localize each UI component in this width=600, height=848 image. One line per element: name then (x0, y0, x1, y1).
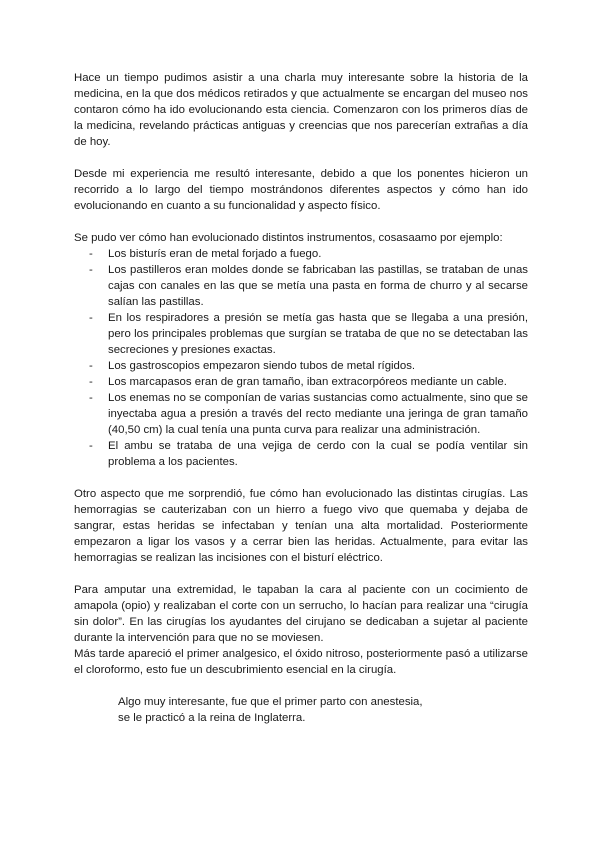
list-item (74, 374, 528, 390)
bullet-dash: - (89, 264, 93, 276)
list-item (74, 438, 528, 470)
closing-line-1: Algo muy interesante, fue que el primer parto con anestesia, (118, 696, 423, 708)
bullet-dash: - (89, 376, 93, 388)
paragraph-gap (74, 566, 528, 582)
paragraph-gap (74, 214, 528, 230)
instruments-list (74, 246, 528, 470)
bullet-dash: - (89, 440, 93, 452)
list-item (74, 262, 528, 310)
bullet-dash: - (89, 248, 93, 260)
list-item-text: En los respiradores a presión se metía gas hasta que se llegaba a una presión, pero los principales problemas que surgían se trataba de que no se detectaban las secreciones y presiones exactas. (108, 312, 528, 356)
experience-paragraph: Desde mi experiencia me resultó interesante, debido a que los ponentes hicieron un recorrido a lo largo del tiempo mostrándonos diferentes aspectos y cómo han ido evolucionando en cuanto a su funcionalidad y aspecto físico. (74, 168, 528, 212)
list-item (74, 358, 528, 374)
list-item-text: Los bisturís eran de metal forjado a fuego. (108, 248, 322, 260)
instruments-intro-paragraph: Se pudo ver cómo han evolucionado distintos instrumentos, cosasaamo por ejemplo: (74, 232, 503, 244)
bullet-dash: - (89, 392, 93, 404)
list-item-text: Los gastroscopios empezaron siendo tubos de metal rígidos. (108, 360, 416, 372)
bullet-dash: - (89, 360, 93, 372)
bullet-dash: - (89, 312, 93, 324)
list-item-text: Los enemas no se componían de varias sustancias como actualmente, sino que se inyectaba agua a presión a través del recto mediante una jeringa de gran tamaño (40,50 cm) la cual tenía una punta curva para realizar una administración. (108, 392, 528, 436)
closing-line-2: se le practicó a la reina de Inglaterra. (118, 712, 306, 724)
intro-paragraph: Hace un tiempo pudimos asistir a una charla muy interesante sobre la historia de la medicina, en la que dos médicos retirados y que actualmente se encargan del museo nos contaron cómo ha ido evolucionando esta ciencia. Comenzaron con los primeros días de la medicina, revelando prácticas antiguas y creencias que nos parecerían extrañas a día de hoy. (74, 72, 528, 148)
list-item (74, 390, 528, 438)
amputation-paragraph: Para amputar una extremidad, le tapaban la cara al paciente con un cocimiento de amapola (opio) y realizaban el corte con un serrucho, lo hacían para realizar una “cirugía sin dolor”. En las cirugías los ayudantes del cirujano se dedicaban a sujetar al paciente durante la intervención para que no se moviesen. (74, 584, 528, 644)
list-item (74, 246, 528, 262)
document-body (74, 70, 528, 726)
list-item-text: Los pastilleros eran moldes donde se fabricaban las pastillas, se trataban de unas cajas con canales en las que se metía una pasta en forma de churro y al secarse salían las pastillas. (108, 264, 528, 308)
paragraph-gap (74, 150, 528, 166)
paragraph-gap (74, 678, 528, 694)
analgesic-paragraph: Más tarde apareció el primer analgesico, el óxido nitroso, posteriormente pasó a utilizarse el cloroformo, esto fue un descubrimiento esencial en la cirugía. (74, 648, 528, 676)
surgeries-paragraph: Otro aspecto que me sorprendió, fue cómo han evolucionado las distintas cirugías. Las hemorragias se cauterizaban con un hierro a fuego vivo que quemaba y dejaba de sangrar, estas heridas se infectaban y tenían una alta mortalidad. Posteriormente empezaron a ligar los vasos y a cerrar bien las heridas. Actualmente, para evitar las hemorragias se realizan las incisiones con el bisturí eléctrico. (74, 488, 528, 564)
list-item-text: El ambu se trataba de una vejiga de cerdo con la cual se podía ventilar sin problema a los pacientes. (108, 440, 528, 468)
paragraph-gap (74, 470, 528, 486)
list-item-text: Los marcapasos eran de gran tamaño, iban extracorpóreos mediante un cable. (108, 376, 507, 388)
list-item (74, 310, 528, 358)
